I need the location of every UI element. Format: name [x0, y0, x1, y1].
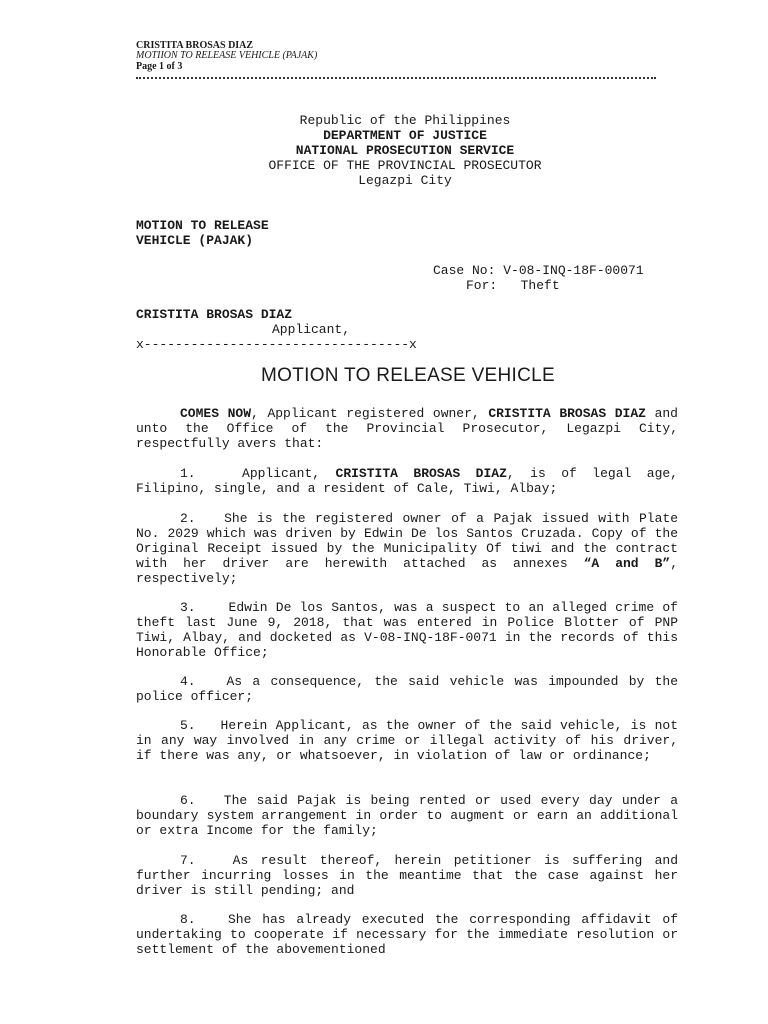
agency-city: Legazpi City [358, 173, 452, 188]
case-number: Case No: V-08-INQ-18F-00071 [433, 263, 644, 278]
paragraph-3-text: Edwin De los Santos, was a suspect to an alleged crime of theft last June 9, 2018, that was entered in Police Blotter of PNP Tiwi, Albay, and docketed as V-08-INQ-18F-0071 in the records of this Honorable Office; [136, 600, 678, 660]
paragraph-5 [136, 718, 678, 763]
paragraph-4-number: 4. [180, 674, 196, 689]
paragraph-1 [136, 466, 678, 496]
header-page-number: Page 1 of 3 [136, 61, 183, 72]
paragraph-1-name: CRISTITA BROSAS DIAZ [335, 466, 507, 481]
intro-lead: COMES NOW [180, 406, 252, 421]
paragraph-6 [136, 793, 678, 838]
document-title: MOTION TO RELEASE VEHICLE [261, 365, 555, 386]
paragraph-3 [136, 600, 678, 660]
paragraph-1-text-1: Applicant, [242, 466, 336, 481]
intro-text-2: and unto the Office of the Provincial Prosecutor, Legazpi City, respectfully avers that: [136, 406, 678, 451]
paragraph-6-text: The said Pajak is being rented or used every day under a boundary system arrangement in order to augment or earn an additional or extra Income for the family; [136, 793, 679, 838]
agency-department: DEPARTMENT OF JUSTICE [323, 128, 487, 143]
paragraph-1-text-2: , is of legal age, Filipino, single, and a resident of Cale, Tiwi, Albay; [136, 466, 678, 496]
paragraph-2-annex: “A and B” [583, 556, 671, 571]
paragraph-5-text: Herein Applicant, as the owner of the said vehicle, is not in any way involved in any crime or illegal activity of his driver, if there was any, or whatsoever, in violation of law or ordinance; [136, 718, 678, 763]
paragraph-2-text-2: , respectively; [136, 556, 678, 586]
paragraph-8-number: 8. [180, 912, 196, 927]
agency-republic: Republic of the Philippines [299, 113, 511, 128]
paragraph-7-text: As result thereof, herein petitioner is suffering and further incurring losses in the meantime that the case against her driver is still pending; and [136, 853, 679, 898]
party-name: CRISTITA BROSAS DIAZ [136, 307, 293, 322]
paragraph-7 [136, 853, 678, 898]
paragraph-4-text: As a consequence, the said vehicle was impounded by the police officer; [136, 674, 678, 704]
paragraph-2-number: 2. [180, 511, 196, 526]
intro-text-1: , Applicant registered owner, [251, 406, 489, 421]
agency-service: NATIONAL PROSECUTION SERVICE [295, 143, 515, 158]
agency-office: OFFICE OF THE PROVINCIAL PROSECUTOR [268, 158, 542, 173]
paragraph-8-text: She has already executed the corresponding affidavit of undertaking to cooperate if necessary for the immediate resolution or settlement of the abovementioned [136, 912, 679, 957]
paragraph-3-number: 3. [180, 600, 196, 615]
intro-name: CRISTITA BROSAS DIAZ [488, 406, 646, 421]
caption-line-2: VEHICLE (PAJAK) [136, 233, 254, 248]
paragraph-4 [136, 674, 678, 704]
caption-line-1: MOTION TO RELEASE [136, 218, 269, 233]
paragraph-8 [136, 912, 678, 957]
paragraph-7-number: 7. [180, 853, 196, 868]
party-role: Applicant, [272, 322, 351, 337]
header-subtitle: MOTIION TO RELEASE VEHICLE (PAJAK) [136, 50, 318, 61]
paragraph-2 [136, 511, 678, 586]
paragraph-2-text-1: She is the registered owner of a Pajak issued with Plate No. 2029 which was driven by Edwin De los Santos Cruzada. Copy of the Original Receipt issued by the Municipality Of tiwi and the contract with her driver are herewith attached as annexes [136, 511, 679, 571]
party-separator: x----------------------------------x [136, 337, 417, 352]
header-dotted-rule [136, 71, 656, 79]
case-offense: For: Theft [466, 278, 560, 293]
paragraph-5-number: 5. [180, 718, 196, 733]
intro-paragraph [136, 406, 678, 451]
paragraph-6-number: 6. [180, 793, 196, 808]
paragraph-1-number: 1. [180, 466, 196, 481]
header-name: CRISTITA BROSAS DIAZ [136, 40, 254, 51]
